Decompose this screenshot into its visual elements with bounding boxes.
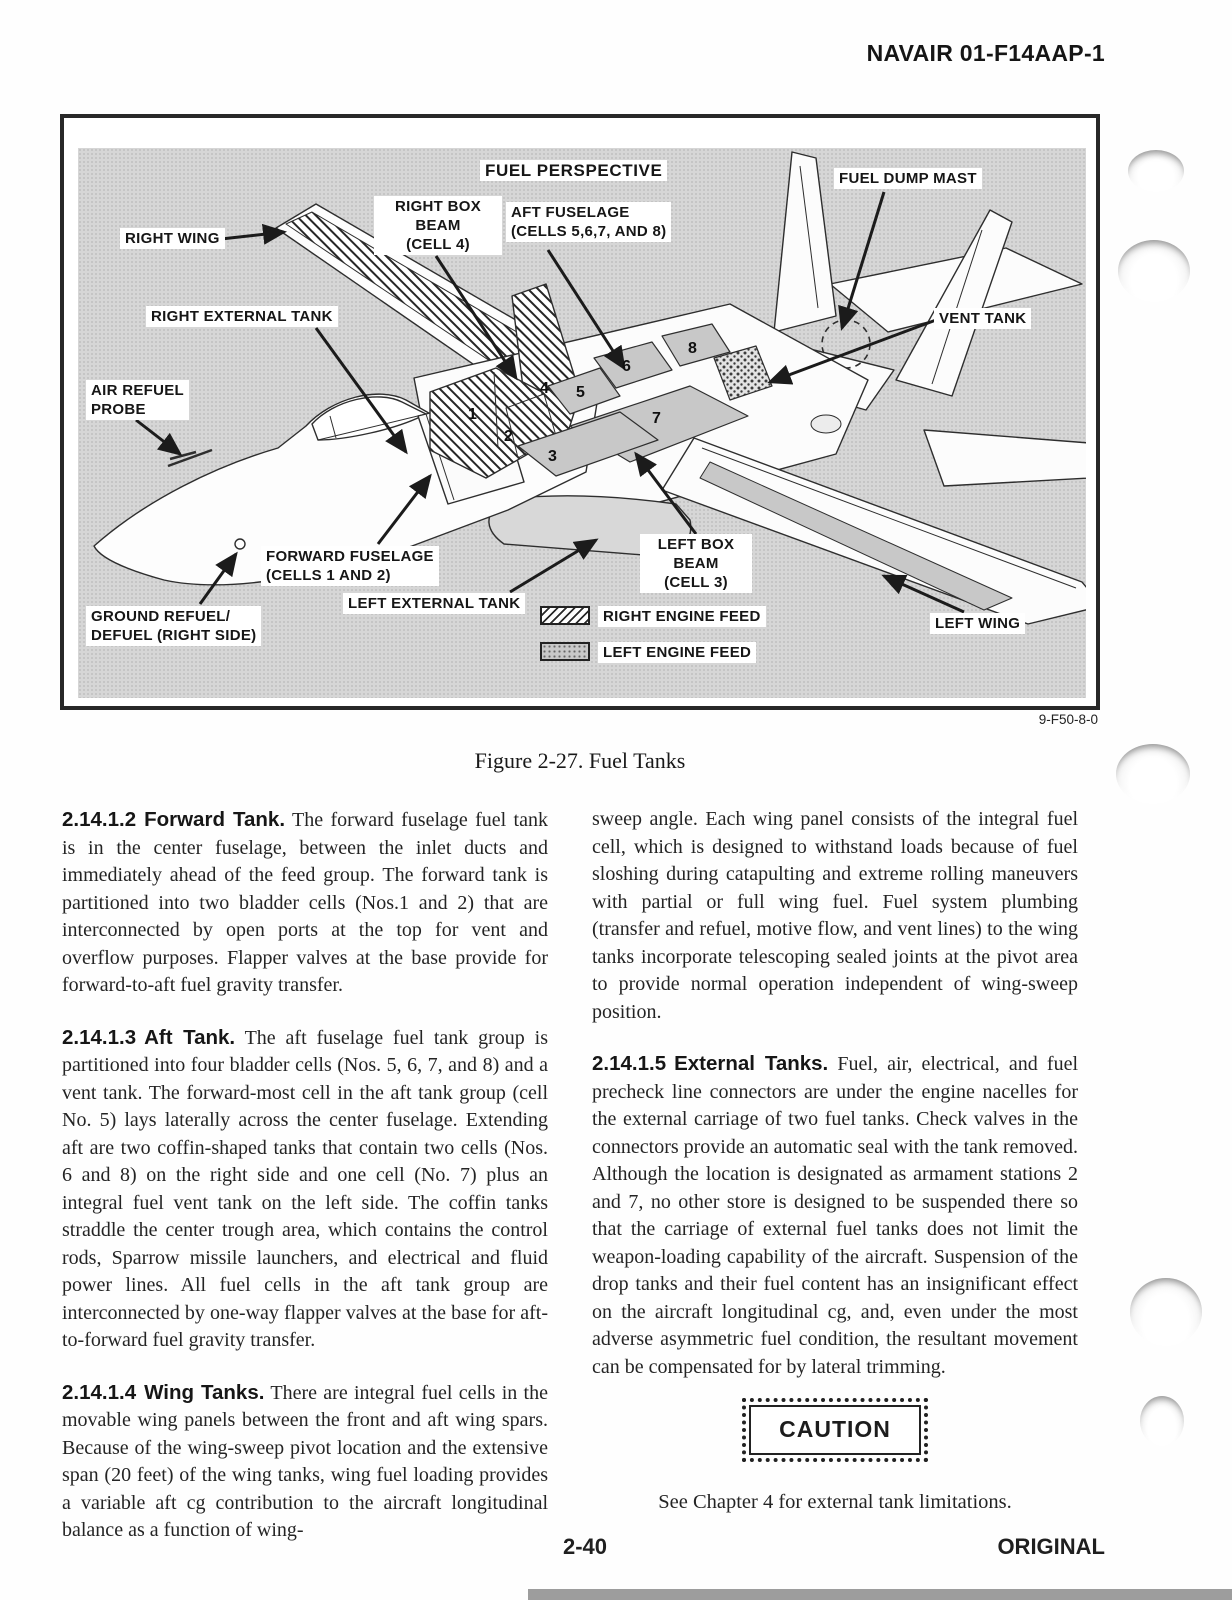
- figure-reference-number: 9-F50-8-0: [1038, 712, 1098, 727]
- section-forward-tank: 2.14.1.2 Forward Tank. The forward fuselage fuel tank is in the center fuselage, between the inlet ducts and immediately ahead of the feed group. The forward tank is partitioned into two bladder cells (Nos.1 and 2) that are interconnected by open ports at the top for vent and overflow purposes. Flapper valves at the base provide for forward-to-aft fuel gravity transfer.: [62, 808, 548, 996]
- document-number: NAVAIR 01-F14AAP-1: [866, 40, 1105, 66]
- cell-number-3: 3: [548, 448, 557, 465]
- binder-hole: [1130, 1278, 1202, 1346]
- label-ground-refuel-defuel: GROUND REFUEL/ DEFUEL (RIGHT SIDE): [86, 606, 261, 646]
- label-right-box-beam: RIGHT BOX BEAM (CELL 4): [374, 196, 502, 255]
- revision-label: ORIGINAL: [997, 1534, 1105, 1559]
- binder-hole: [1116, 744, 1190, 804]
- cell-number-1: 1: [468, 406, 477, 423]
- label-vent-tank: VENT TANK: [934, 308, 1031, 329]
- label-left-box-beam: LEFT BOX BEAM (CELL 3): [640, 534, 752, 593]
- scan-edge-artifact: [528, 1589, 1232, 1600]
- section-external-tanks: 2.14.1.5 External Tanks. Fuel, air, electrical, and fuel precheck line connectors are under the engine nacelles for the external carriage of two fuel tanks. Check valves in the connectors provide an automatic seal with the tank removed. Although the location is designated as armament stations 2 and 7, no other store is designed to be suspended there so that the carriage of external fuel tanks does not limit the weapon-loading capability of the aircraft. Suspension of the drop tanks and their fuel content has an insignificant effect on the aircraft longitudinal cg, and, even under the most adverse asymmetric fuel condition, the resultant movement can be compensated for by lateral trimming.: [592, 1052, 1079, 1378]
- legend-left-engine-feed-label: LEFT ENGINE FEED: [598, 642, 756, 663]
- binder-hole: [1118, 240, 1190, 302]
- left-column: [62, 806, 548, 1569]
- cell-number-2: 2: [504, 428, 513, 445]
- label-left-wing: LEFT WING: [930, 613, 1025, 634]
- label-aft-fuselage: AFT FUSELAGE (CELLS 5,6,7, AND 8): [506, 202, 671, 242]
- label-left-external-tank: LEFT EXTERNAL TANK: [343, 593, 525, 614]
- figure-2-27-panel: [78, 148, 1086, 698]
- label-right-wing: RIGHT WING: [120, 228, 225, 249]
- cell-number-7: 7: [652, 410, 661, 427]
- legend-left-engine-feed-swatch: [540, 642, 590, 661]
- cell-number-5: 5: [576, 384, 585, 401]
- binder-hole: [1128, 150, 1184, 192]
- caution-note: See Chapter 4 for external tank limitations.: [658, 1490, 1012, 1513]
- right-column: [592, 806, 1078, 1540]
- page-number: 2-40: [562, 1534, 608, 1559]
- caution: [592, 1405, 1078, 1455]
- section-wing-tanks: 2.14.1.4 Wing Tanks. There are integral fuel cells in the movable wing panels between the front and aft wing spars. Because of the wing-sweep pivot location and the extensive span (20 feet) of the wing tanks, wing fuel loading provides a variable aft cg contribution to the aircraft longitudinal balance as a function of wing-: [62, 1380, 548, 1541]
- figure-2-27-frame: [60, 114, 1100, 710]
- wing-tanks-continuation: sweep angle. Each wing panel consists of the integral fuel cell, which is designed to withstand loads because of fuel sloshing during catapulting and extreme rolling maneuvers with partial or full wing fuel. Fuel system plumbing (transfer and refuel, motive flow, and vent lines) to the wing tanks incorporate telescoping sealed joints at the pivot area to provide normal operation independent of wing-sweep position.: [592, 808, 1078, 1023]
- binder-hole: [1140, 1396, 1184, 1446]
- cell-number-8: 8: [688, 340, 697, 357]
- figure-title: FUEL PERSPECTIVE: [480, 160, 667, 181]
- cell-number-6: 6: [622, 358, 631, 375]
- section-aft-tank: 2.14.1.3 Aft Tank. The aft fuselage fuel tank group is partitioned into four bladder cells (Nos. 5, 6, 7, and 8) and a vent tank. The forward-most cell in the aft tank group (cell No. 5) lays laterally across the center fuselage. Extending aft are two coffin-shaped tanks that contain two cells (Nos. 6 and 8) on the right side and one cell (No. 7) plus an integral fuel vent tank on the left side. The coffin tanks straddle the center trough area, which contains the control rods, Sparrow missile launchers, and electrical and fluid power lines. All fuel cells in the aft tank group are interconnected by one-way flapper valves at the base for aft-to-forward fuel gravity transfer.: [62, 1025, 548, 1351]
- label-fuel-dump-mast: FUEL DUMP MAST: [834, 168, 982, 189]
- label-air-refuel-probe: AIR REFUEL PROBE: [86, 380, 189, 420]
- cell-number-4: 4: [540, 380, 549, 397]
- caution-box: CAUTION: [749, 1405, 921, 1455]
- legend-right-engine-feed-swatch: [540, 606, 590, 625]
- legend-right-engine-feed-label: RIGHT ENGINE FEED: [598, 606, 766, 627]
- figure-caption: Figure 2-27. Fuel Tanks: [474, 748, 686, 773]
- label-forward-fuselage: FORWARD FUSELAGE (CELLS 1 AND 2): [261, 546, 439, 586]
- label-right-external-tank: RIGHT EXTERNAL TANK: [146, 306, 338, 327]
